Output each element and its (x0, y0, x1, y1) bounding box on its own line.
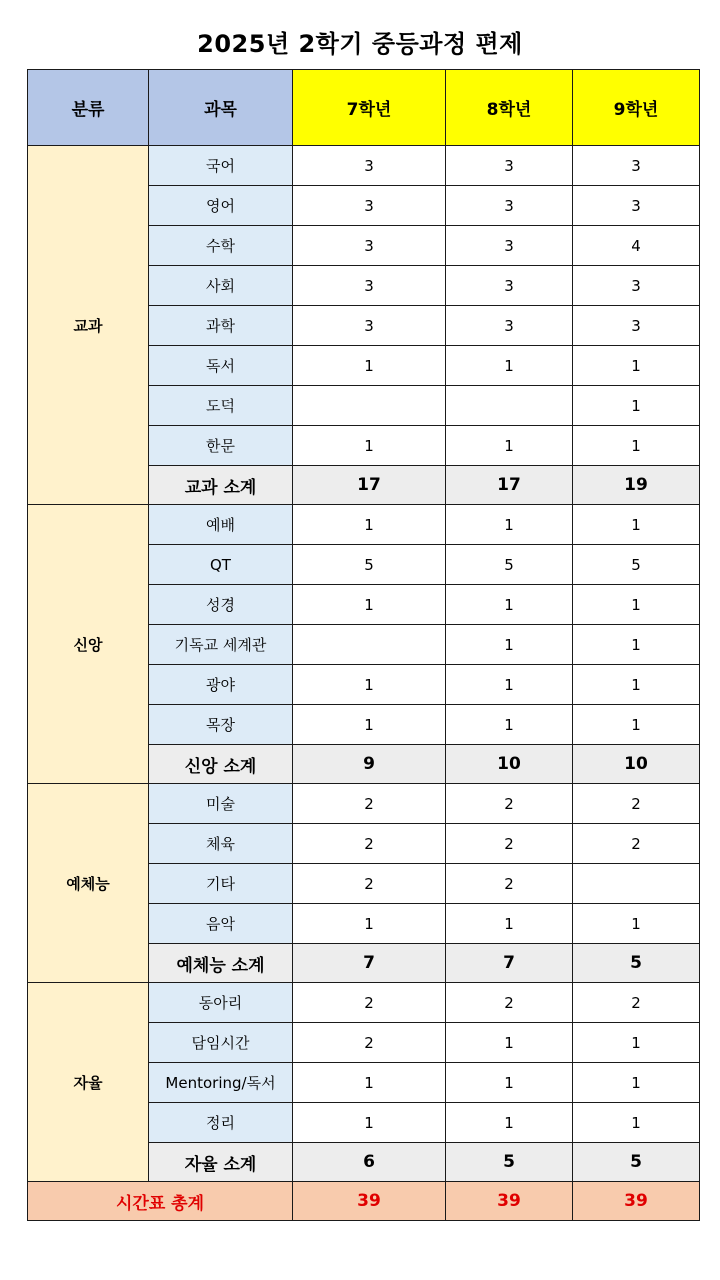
hours-cell: 1 (293, 585, 446, 625)
hours-cell: 1 (573, 346, 700, 386)
header-grade-8: 8학년 (446, 70, 573, 146)
hours-cell: 5 (573, 545, 700, 585)
hours-cell: 2 (293, 864, 446, 904)
hours-cell: 1 (573, 386, 700, 426)
subtotal-value: 9 (293, 745, 446, 784)
hours-cell: 2 (573, 983, 700, 1023)
subject-cell: 국어 (149, 146, 293, 186)
hours-cell: 3 (293, 186, 446, 226)
hours-cell: 5 (293, 545, 446, 585)
hours-cell: 3 (573, 266, 700, 306)
hours-cell: 1 (573, 904, 700, 944)
subject-cell: 수학 (149, 226, 293, 266)
header-grade-9: 9학년 (573, 70, 700, 146)
subtotal-value: 7 (446, 944, 573, 983)
header-category: 분류 (28, 70, 149, 146)
hours-cell: 3 (446, 186, 573, 226)
subject-cell: 성경 (149, 585, 293, 625)
hours-cell: 1 (446, 505, 573, 545)
hours-cell (293, 386, 446, 426)
category-cell: 신앙 (28, 505, 149, 784)
subject-cell: 도덕 (149, 386, 293, 426)
hours-cell: 2 (446, 983, 573, 1023)
hours-cell: 1 (573, 705, 700, 745)
subject-cell: 담임시간 (149, 1023, 293, 1063)
hours-cell: 2 (293, 784, 446, 824)
hours-cell: 1 (573, 426, 700, 466)
table-row (28, 784, 700, 824)
subject-cell: 미술 (149, 784, 293, 824)
subject-cell: 예배 (149, 505, 293, 545)
hours-cell: 1 (446, 346, 573, 386)
hours-cell: 1 (573, 1023, 700, 1063)
subtotal-label: 교과 소계 (149, 466, 293, 505)
hours-cell (293, 625, 446, 665)
hours-cell: 3 (293, 306, 446, 346)
category-cell: 예체능 (28, 784, 149, 983)
hours-cell: 1 (293, 665, 446, 705)
hours-cell: 3 (293, 146, 446, 186)
total-value: 39 (446, 1182, 573, 1221)
hours-cell: 2 (573, 784, 700, 824)
hours-cell: 1 (446, 1063, 573, 1103)
hours-cell: 3 (446, 266, 573, 306)
hours-cell: 1 (293, 705, 446, 745)
subject-cell: 사회 (149, 266, 293, 306)
table-row (28, 146, 700, 186)
subtotal-label: 자율 소계 (149, 1143, 293, 1182)
header-grade-7: 7학년 (293, 70, 446, 146)
hours-cell (446, 386, 573, 426)
subtotal-value: 19 (573, 466, 700, 505)
total-row (28, 1182, 700, 1221)
hours-cell: 2 (573, 824, 700, 864)
hours-cell: 3 (573, 306, 700, 346)
hours-cell: 1 (573, 505, 700, 545)
hours-cell: 1 (293, 904, 446, 944)
subtotal-value: 10 (573, 745, 700, 784)
subject-cell: 기독교 세계관 (149, 625, 293, 665)
total-value: 39 (293, 1182, 446, 1221)
subtotal-value: 5 (573, 1143, 700, 1182)
total-value: 39 (573, 1182, 700, 1221)
hours-cell: 1 (293, 1063, 446, 1103)
hours-cell: 1 (446, 1103, 573, 1143)
hours-cell: 2 (446, 864, 573, 904)
hours-cell: 1 (293, 346, 446, 386)
subtotal-value: 6 (293, 1143, 446, 1182)
hours-cell: 1 (446, 426, 573, 466)
hours-cell: 1 (293, 426, 446, 466)
hours-cell: 1 (573, 665, 700, 705)
hours-cell: 1 (573, 625, 700, 665)
category-cell: 자율 (28, 983, 149, 1182)
subject-cell: 음악 (149, 904, 293, 944)
hours-cell: 1 (293, 505, 446, 545)
subtotal-value: 17 (446, 466, 573, 505)
subtotal-label: 신앙 소계 (149, 745, 293, 784)
subject-cell: 동아리 (149, 983, 293, 1023)
subject-cell: 과학 (149, 306, 293, 346)
hours-cell: 1 (446, 904, 573, 944)
hours-cell (573, 864, 700, 904)
subtotal-value: 5 (446, 1143, 573, 1182)
hours-cell: 3 (293, 226, 446, 266)
hours-cell: 3 (446, 146, 573, 186)
subject-cell: 영어 (149, 186, 293, 226)
table-row (28, 505, 700, 545)
subject-cell: 체육 (149, 824, 293, 864)
curriculum-table (27, 69, 700, 1221)
subject-cell: 목장 (149, 705, 293, 745)
hours-cell: 1 (446, 585, 573, 625)
hours-cell: 2 (446, 784, 573, 824)
table-row (28, 983, 700, 1023)
subtotal-value: 10 (446, 745, 573, 784)
subtotal-label: 예체능 소계 (149, 944, 293, 983)
hours-cell: 5 (446, 545, 573, 585)
hours-cell: 3 (573, 186, 700, 226)
header-row (28, 70, 700, 146)
hours-cell: 2 (293, 824, 446, 864)
subtotal-value: 5 (573, 944, 700, 983)
hours-cell: 1 (446, 665, 573, 705)
hours-cell: 2 (293, 983, 446, 1023)
hours-cell: 4 (573, 226, 700, 266)
hours-cell: 3 (573, 146, 700, 186)
hours-cell: 3 (293, 266, 446, 306)
hours-cell: 2 (293, 1023, 446, 1063)
hours-cell: 3 (446, 226, 573, 266)
hours-cell: 1 (446, 705, 573, 745)
category-cell: 교과 (28, 146, 149, 505)
subject-cell: 정리 (149, 1103, 293, 1143)
hours-cell: 1 (573, 1103, 700, 1143)
subject-cell: 광야 (149, 665, 293, 705)
hours-cell: 3 (446, 306, 573, 346)
subject-cell: 한문 (149, 426, 293, 466)
page-title: 2025년 2학기 중등과정 편제 (197, 30, 523, 58)
hours-cell: 2 (446, 824, 573, 864)
subject-cell: QT (149, 545, 293, 585)
hours-cell: 1 (573, 1063, 700, 1103)
header-subject: 과목 (149, 70, 293, 146)
hours-cell: 1 (573, 585, 700, 625)
subtotal-value: 17 (293, 466, 446, 505)
hours-cell: 1 (293, 1103, 446, 1143)
total-label: 시간표 총계 (28, 1182, 293, 1221)
subject-cell: Mentoring/독서 (149, 1063, 293, 1103)
hours-cell: 1 (446, 1023, 573, 1063)
subject-cell: 기타 (149, 864, 293, 904)
hours-cell: 1 (446, 625, 573, 665)
subtotal-value: 7 (293, 944, 446, 983)
subject-cell: 독서 (149, 346, 293, 386)
